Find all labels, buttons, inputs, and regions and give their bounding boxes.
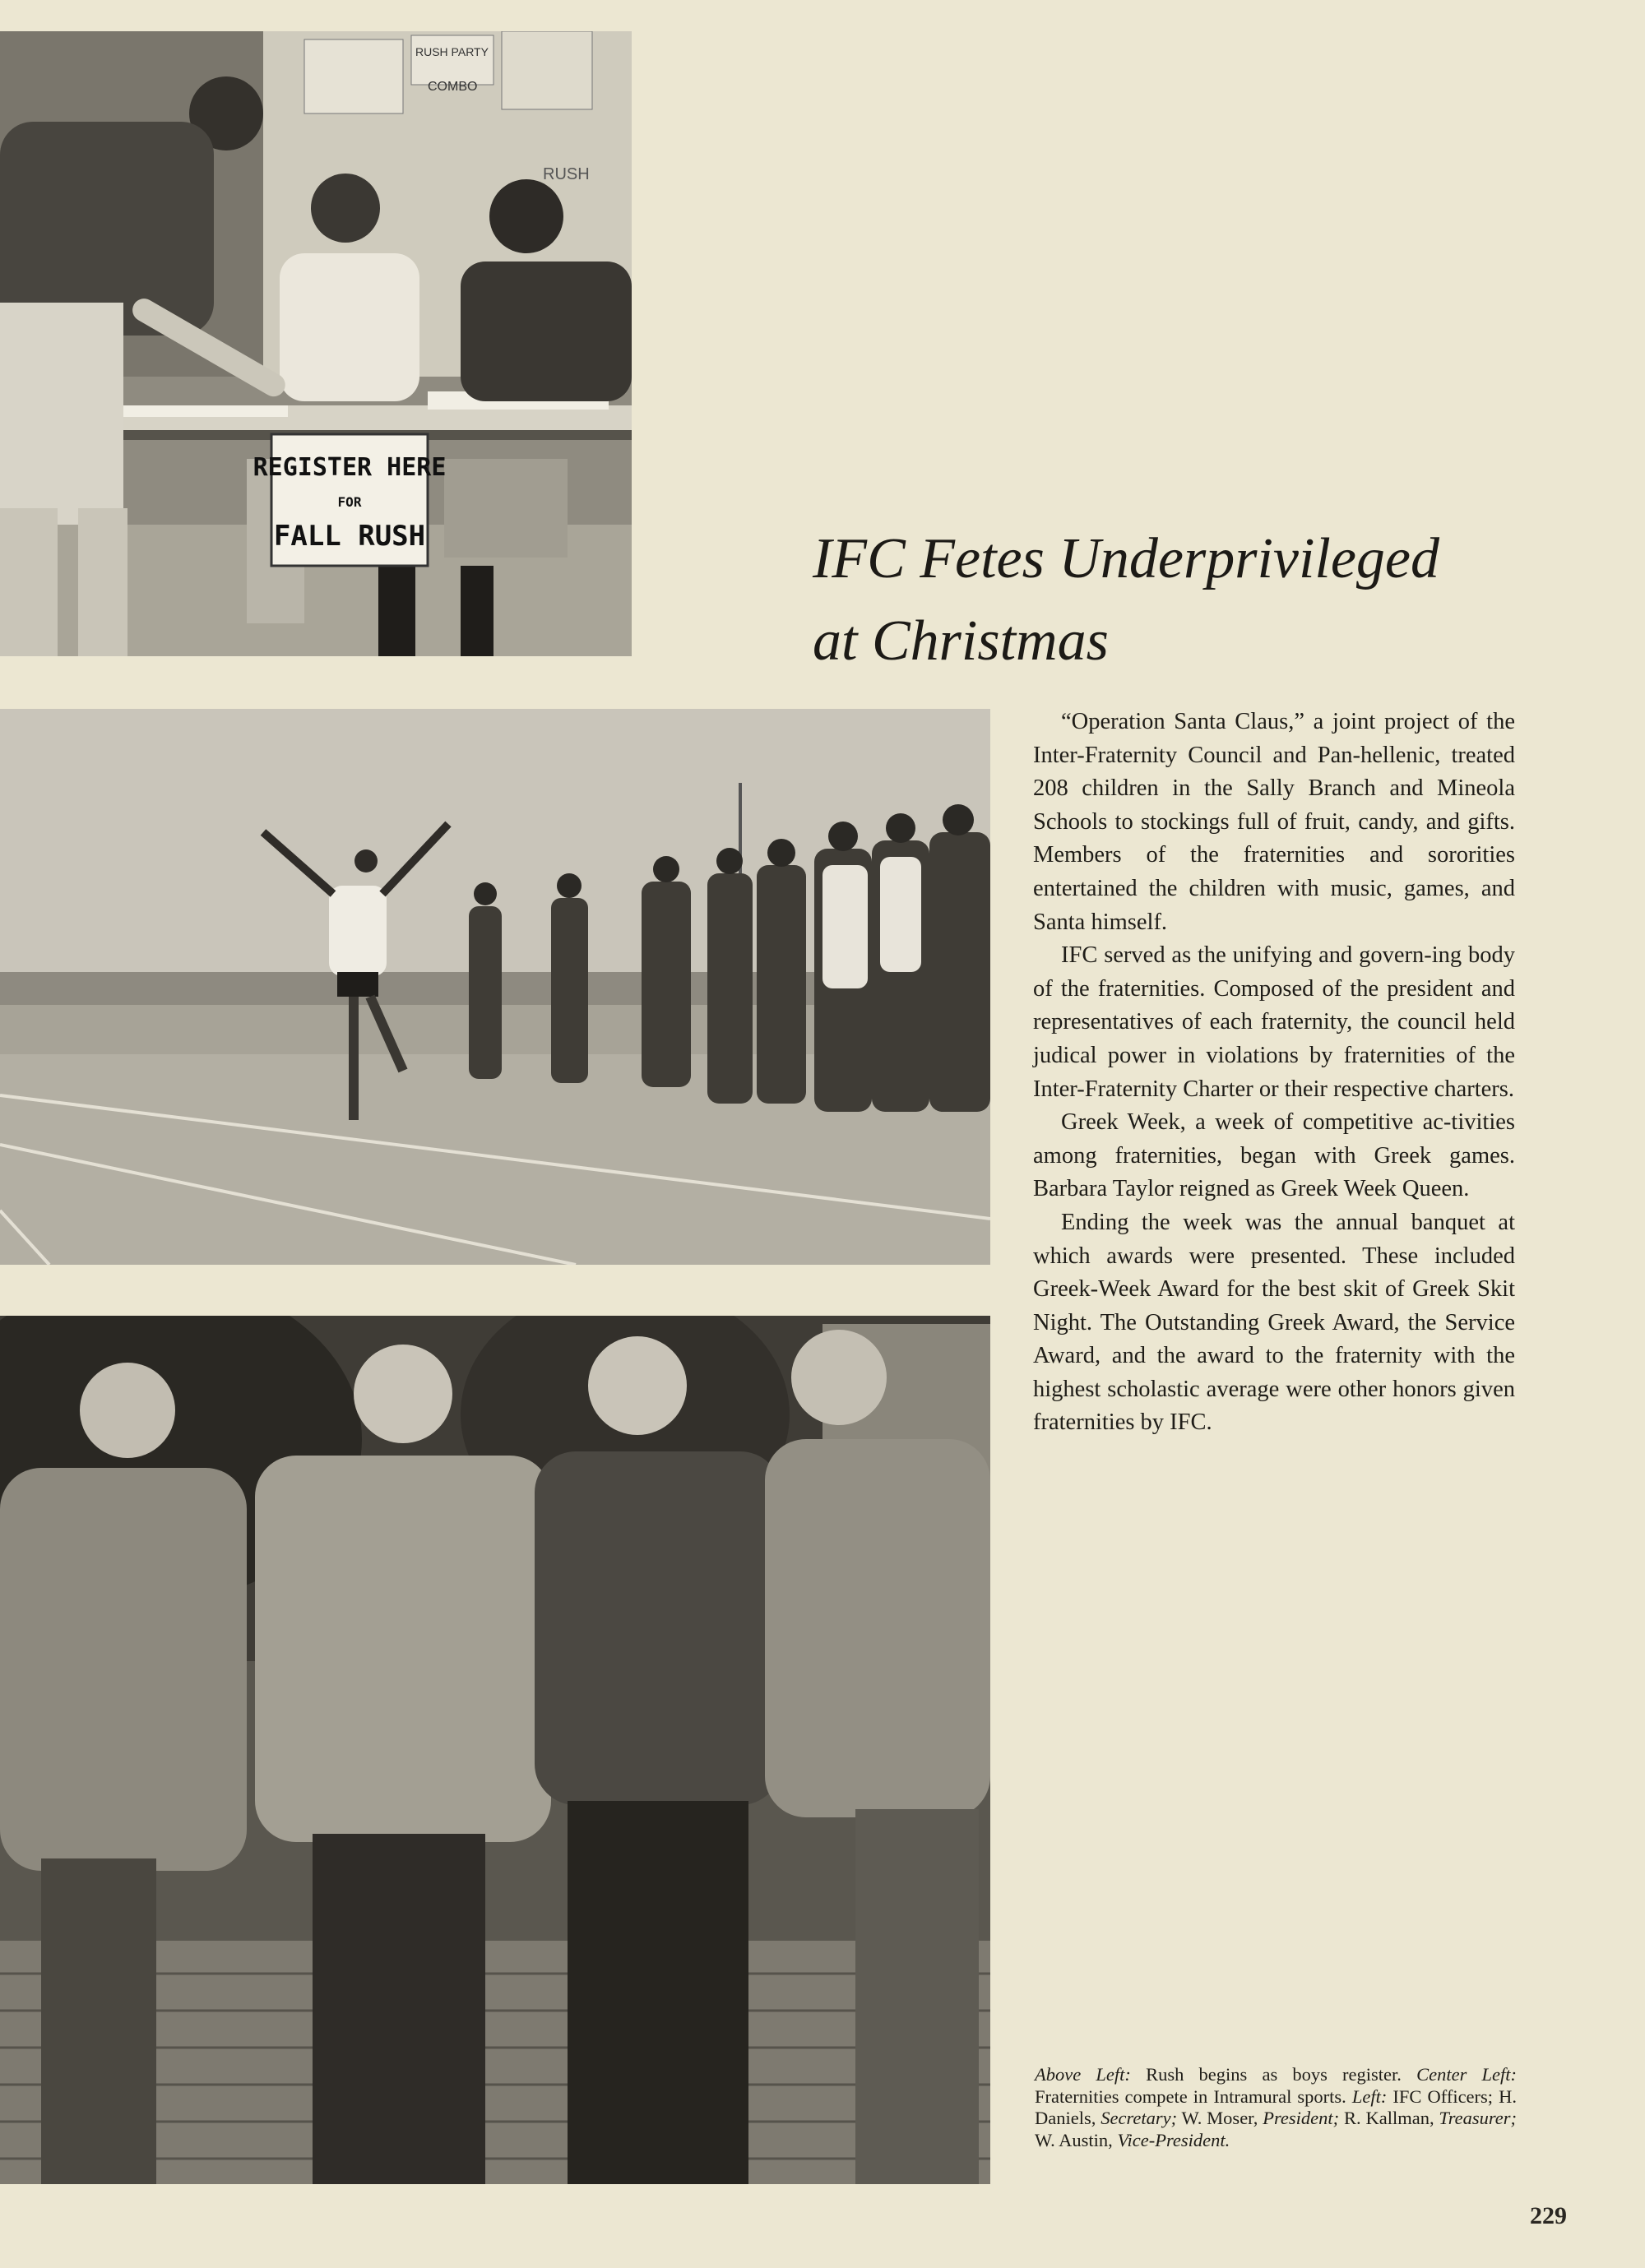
caption-role-treasurer: Treasurer; <box>1439 2108 1518 2128</box>
page-number: 229 <box>1530 2202 1567 2229</box>
article-title-line-2: at Christmas <box>813 609 1109 673</box>
poster-rush-text: RUSH <box>543 165 590 183</box>
intramural-race-photo <box>0 709 990 1265</box>
caption-text-left-4: W. Austin, <box>1035 2129 1118 2150</box>
caption-role-secretary: Secretary; <box>1101 2108 1178 2128</box>
article-title <box>813 518 1553 683</box>
caption-role-president: President; <box>1263 2108 1340 2128</box>
article-paragraph: Greek Week, a week of competitive ac-tivities among fraternities, began with Greek games. Barbara Taylor reigned as Greek Week Queen. <box>1033 1109 1515 1202</box>
caption-text-left-1: IFC Officers; H. Daniels, <box>1035 2085 1517 2128</box>
race-photo-illustration <box>0 709 990 1265</box>
photo-caption <box>1035 2064 1517 2151</box>
article-paragraph: “Operation Santa Claus,” a joint project of the Inter-Fraternity Council and Pan-hellenic, treated 208 children in the Sally Branch and Mineola Schools to stockings full of fruit, candy, and gifts. Members of the fraternities and sororities entertained the children with music, games, and Santa himself. <box>1033 709 1515 935</box>
caption-label-center-left: Center Left: <box>1416 2064 1518 2085</box>
officers-photo-illustration <box>0 1316 990 2184</box>
caption-text-left-2: W. Moser, <box>1177 2108 1263 2128</box>
caption-label-left: Left: <box>1351 2085 1388 2107</box>
rush-photo-illustration <box>0 31 632 656</box>
caption-role-vice-president: Vice-President. <box>1117 2129 1230 2150</box>
rush-registration-photo <box>0 31 632 656</box>
article-body <box>1033 706 1515 1440</box>
caption-text-above-left: Rush begins as boys register. <box>1130 2064 1417 2085</box>
sign-for-text: FOR <box>337 494 362 510</box>
poster-combo-text: COMBO <box>428 80 478 94</box>
caption-text-center-left: Fraternities compete in Intramural sports. <box>1035 2085 1352 2107</box>
ifc-officers-photo <box>0 1316 990 2184</box>
sign-register-here-text: REGISTER HERE <box>253 453 447 482</box>
poster-rush-party-text: RUSH PARTY <box>415 45 489 58</box>
article-title-line-1: IFC Fetes Underprivileged <box>813 527 1440 590</box>
caption-label-above-left: Above Left: <box>1035 2064 1131 2085</box>
caption-text-left-3: R. Kallman, <box>1339 2108 1439 2128</box>
sign-fall-rush-text: FALL RUSH <box>273 520 426 553</box>
article-paragraph: IFC served as the unifying and govern-ing body of the fraternities. Composed of the president and representatives of each fraternity, the council held judical power in violations by fraternities of the Inter-Fraternity Charter or their respective charters. <box>1033 942 1515 1102</box>
article-paragraph: Ending the week was the annual banquet at which awards were presented. These included Greek-Week Award for the best skit of Greek Skit Night. The Outstanding Greek Award, the Service Award, and the award to the fraternity with the highest scholastic average were other honors given fraternities by IFC. <box>1033 1209 1515 1436</box>
